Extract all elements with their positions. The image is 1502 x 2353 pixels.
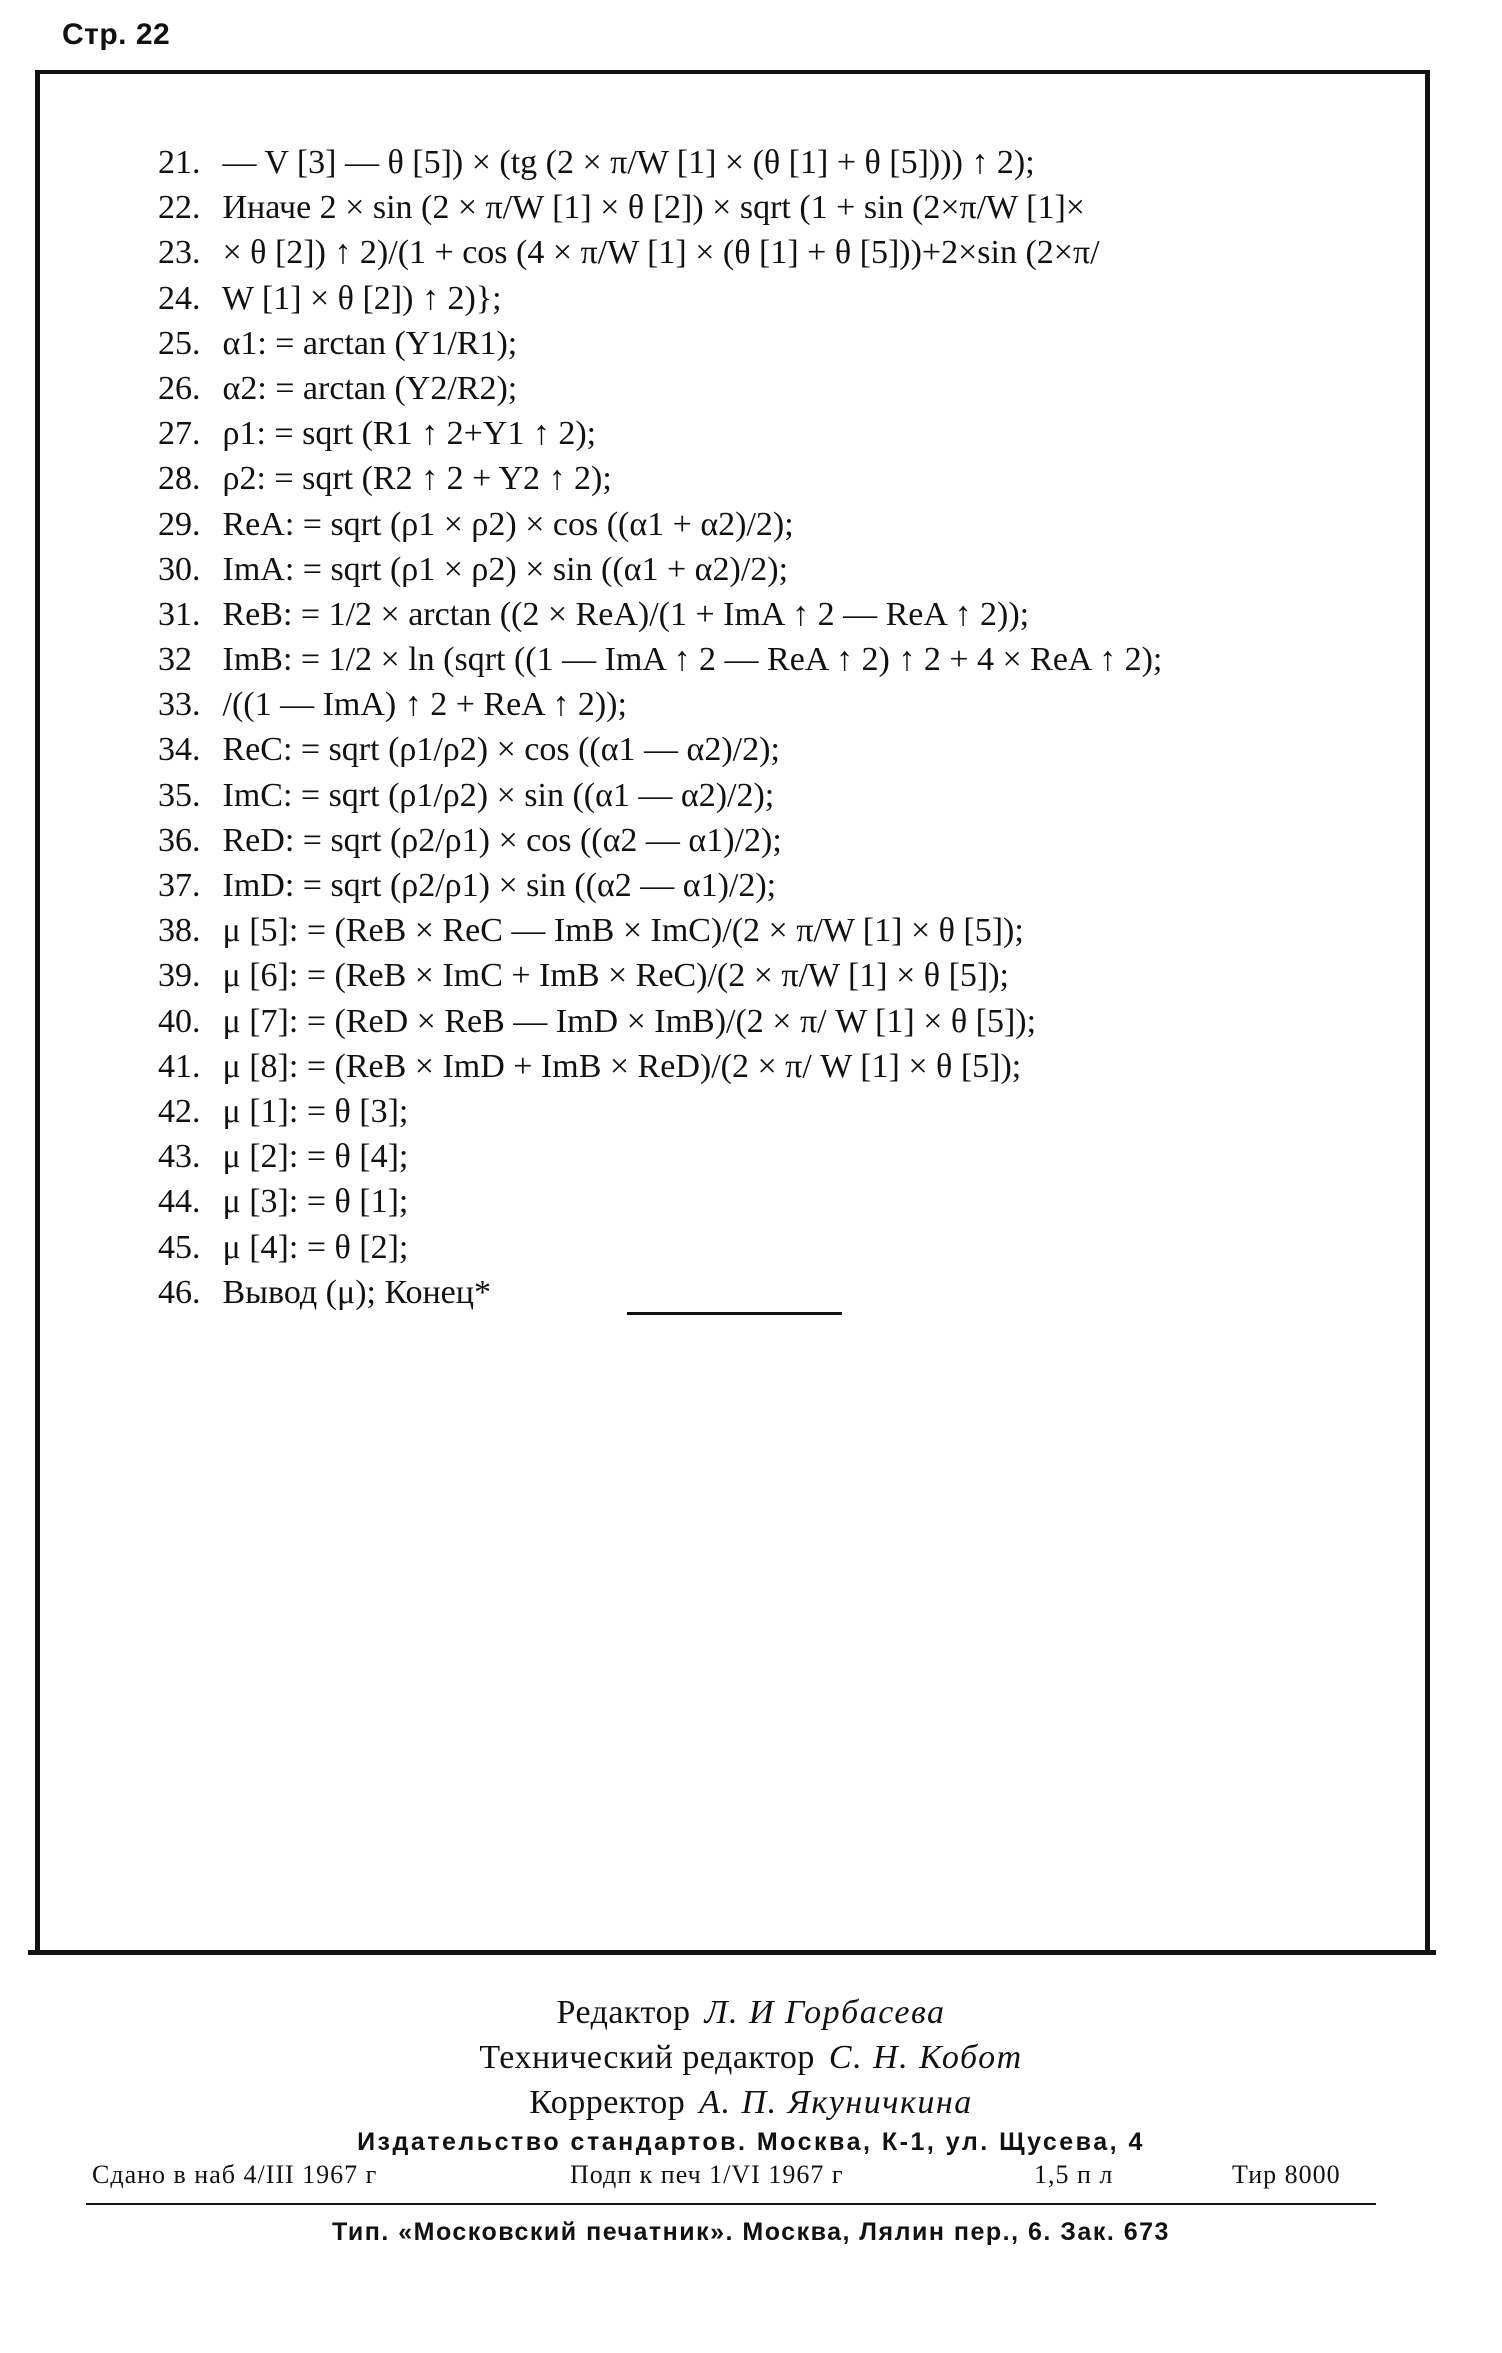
line-code: α1: = arctan (Y1/R1); bbox=[222, 324, 518, 362]
credit-name: А. П. Якуничкина bbox=[699, 2084, 973, 2121]
line-number: 23. bbox=[158, 234, 201, 272]
line-number: 27. bbox=[158, 415, 201, 453]
line-code: ReA: = sqrt (ρ1 × ρ2) × cos ((α1 + α2)/2); bbox=[222, 505, 794, 543]
line-number: 29. bbox=[158, 505, 201, 543]
line-code: μ [1]: = θ [3]; bbox=[222, 1092, 409, 1130]
line-number: 33. bbox=[158, 686, 201, 724]
code-line bbox=[158, 953, 1398, 998]
credit-proofreader bbox=[0, 2080, 1502, 2125]
line-code: W [1] × θ [2]) ↑ 2)}; bbox=[221, 279, 502, 317]
code-line bbox=[158, 185, 1398, 230]
line-number: 22. bbox=[158, 189, 201, 227]
code-line bbox=[158, 366, 1398, 411]
line-code: ImC: = sqrt (ρ1/ρ2) × sin ((α1 — α2)/2); bbox=[222, 776, 775, 814]
line-code: Вывод (μ); Конец* bbox=[222, 1273, 491, 1311]
credit-technical-editor bbox=[0, 2035, 1502, 2080]
credit-role: Корректор bbox=[529, 2084, 686, 2121]
line-code: × θ [2]) ↑ 2)/(1 + cos (4 × π/W [1] × (θ [1] + θ [5]))+2×sin (2×π/ bbox=[222, 234, 1100, 272]
code-line bbox=[158, 547, 1398, 592]
line-code: μ [5]: = (ReB × ReC — ImB × ImC)/(2 × π/W [1] × θ [5]); bbox=[222, 912, 1024, 950]
signed-date: Подп к печ 1/VI 1967 г bbox=[570, 2160, 844, 2189]
line-code: ImD: = sqrt (ρ2/ρ1) × sin ((α2 — α1)/2); bbox=[222, 867, 777, 904]
printer-line: Тип. «Московский печатник». Москва, Лялин пер., 6. Зак. 673 bbox=[332, 2218, 1170, 2246]
circulation: Тир 8000 bbox=[1232, 2160, 1341, 2189]
code-line bbox=[158, 592, 1398, 637]
code-line bbox=[158, 818, 1398, 863]
line-code: /((1 — ImA) ↑ 2 + ReA ↑ 2)); bbox=[222, 686, 627, 724]
line-number: 42. bbox=[158, 1092, 201, 1130]
credit-name: Л. И Горбасева bbox=[704, 1994, 946, 2031]
line-code: ρ1: = sqrt (R1 ↑ 2+Y1 ↑ 2); bbox=[222, 415, 597, 453]
code-line bbox=[158, 1089, 1398, 1134]
line-number: 34. bbox=[158, 731, 201, 769]
code-line bbox=[158, 637, 1398, 682]
code-line bbox=[158, 773, 1398, 818]
code-line bbox=[158, 999, 1398, 1044]
code-line bbox=[158, 140, 1398, 185]
line-code: μ [7]: = (ReD × ReB — ImD × ImB)/(2 × π/ W [1] × θ [5]); bbox=[222, 1002, 1037, 1040]
code-listing bbox=[158, 140, 1398, 1315]
credit-editor bbox=[0, 1990, 1502, 2035]
end-of-listing-rule bbox=[627, 1312, 842, 1315]
line-number: 44. bbox=[158, 1183, 201, 1221]
line-number: 26. bbox=[158, 369, 201, 407]
line-code: ImB: = 1/2 × ln (sqrt ((1 — ImA ↑ 2 — ReA ↑ 2) ↑ 2 + 4 × ReA ↑ 2); bbox=[222, 641, 1163, 679]
publisher-line: Издательство стандартов. Москва, К-1, ул. Щусева, 4 bbox=[357, 2128, 1145, 2156]
line-code: ImA: = sqrt (ρ1 × ρ2) × sin ((α1 + α2)/2); bbox=[222, 550, 789, 588]
line-number: 31. bbox=[158, 595, 201, 633]
line-code: — V [3] — θ [5]) × (tg (2 × π/W [1] × (θ [1] + θ [5]))) ↑ 2); bbox=[222, 144, 1035, 181]
line-number: 41. bbox=[158, 1047, 201, 1085]
code-line bbox=[158, 230, 1398, 275]
line-code: μ [2]: = θ [4]; bbox=[222, 1138, 409, 1176]
line-number: 39. bbox=[158, 957, 201, 995]
line-number: 40. bbox=[158, 1002, 201, 1040]
code-line bbox=[158, 1270, 1398, 1315]
line-number: 25. bbox=[158, 324, 201, 362]
credit-role: Технический редактор bbox=[479, 2039, 815, 2076]
code-line bbox=[158, 502, 1398, 547]
line-code: Иначе 2 × sin (2 × π/W [1] × θ [2]) × sqrt (1 + sin (2×π/W [1]× bbox=[222, 189, 1085, 227]
code-line bbox=[158, 1044, 1398, 1089]
footer-rule bbox=[86, 2203, 1376, 2205]
line-number: 37. bbox=[158, 867, 201, 904]
submitted-date: Сдано в наб 4/III 1967 г bbox=[92, 2160, 378, 2189]
print-details bbox=[92, 2160, 1382, 2190]
code-line bbox=[158, 1225, 1398, 1270]
code-line bbox=[158, 456, 1398, 501]
code-line bbox=[158, 1179, 1398, 1224]
line-number: 30. bbox=[158, 550, 201, 588]
code-line bbox=[158, 1134, 1398, 1179]
code-line bbox=[158, 863, 1398, 908]
line-code: ReC: = sqrt (ρ1/ρ2) × cos ((α1 — α2)/2); bbox=[222, 731, 780, 769]
line-code: μ [8]: = (ReB × ImD + ImB × ReD)/(2 × π/ W [1] × θ [5]); bbox=[222, 1047, 1022, 1085]
line-code: α2: = arctan (Y2/R2); bbox=[222, 369, 518, 407]
line-code: μ [3]: = θ [1]; bbox=[222, 1183, 409, 1221]
code-line bbox=[158, 276, 1398, 321]
line-number: 28. bbox=[158, 460, 201, 498]
code-line bbox=[158, 321, 1398, 366]
line-number: 35. bbox=[158, 776, 201, 814]
code-line bbox=[158, 682, 1398, 727]
code-line bbox=[158, 411, 1398, 456]
print-volume: 1,5 п л bbox=[1034, 2160, 1114, 2189]
line-code: ρ2: = sqrt (R2 ↑ 2 + Y2 ↑ 2); bbox=[222, 460, 612, 498]
line-number: 43. bbox=[158, 1138, 201, 1176]
code-line bbox=[158, 727, 1398, 772]
page-number-label: Стр. 22 bbox=[62, 18, 171, 51]
line-number: 38. bbox=[158, 912, 201, 950]
line-code: ReD: = sqrt (ρ2/ρ1) × cos ((α2 — α1)/2); bbox=[222, 821, 782, 859]
line-number: 21. bbox=[158, 144, 201, 181]
line-code: ReB: = 1/2 × arctan ((2 × ReA)/(1 + ImA ↑ 2 — ReA ↑ 2)); bbox=[222, 595, 1030, 633]
credit-role: Редактор bbox=[556, 1994, 691, 2031]
frame-bottom-rule bbox=[28, 1950, 1436, 1955]
line-code: μ [4]: = θ [2]; bbox=[222, 1228, 409, 1266]
credits-block bbox=[0, 1990, 1502, 2125]
line-number: 36. bbox=[158, 821, 201, 859]
line-number: 46. bbox=[158, 1273, 201, 1311]
line-number: 45. bbox=[158, 1228, 201, 1266]
credit-name: С. Н. Кобот bbox=[828, 2039, 1023, 2076]
line-number: 32 bbox=[158, 641, 192, 679]
code-line bbox=[158, 908, 1398, 953]
line-number: 24. bbox=[158, 279, 201, 317]
line-code: μ [6]: = (ReB × ImC + ImB × ReC)/(2 × π/W [1] × θ [5]); bbox=[222, 957, 1009, 995]
